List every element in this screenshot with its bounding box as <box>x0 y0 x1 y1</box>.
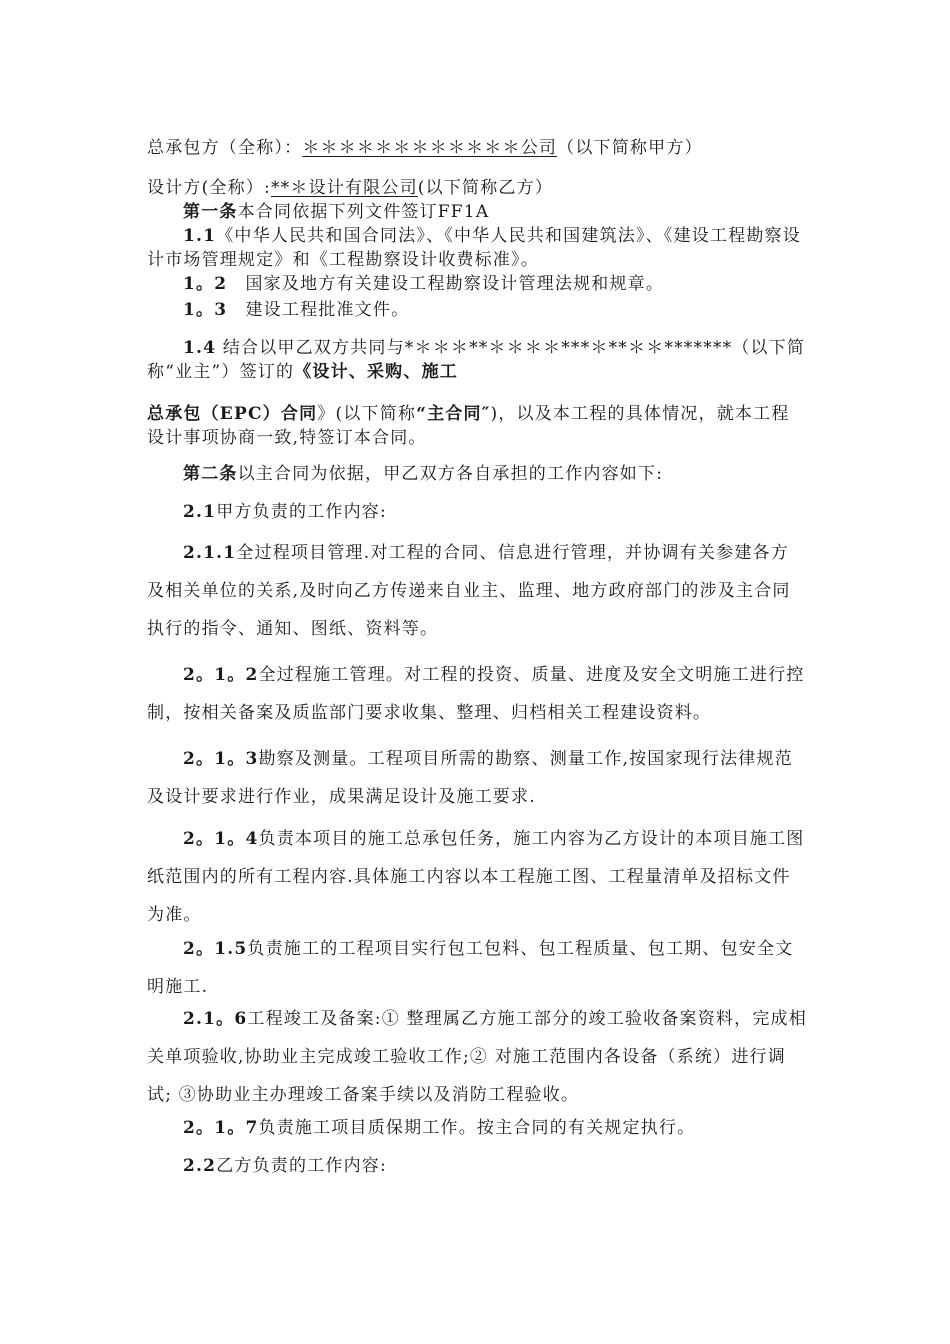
clause-1-4-text-b: 》(以下简称 <box>317 404 417 424</box>
clause-2-1-2-text: 全过程施工管理。对工程的投资、质量、进度及安全文明施工进行控制，按相关备案及质监部门要求收集、整理、归档相关工程建设资料。 <box>147 665 805 723</box>
clause-2-1-3-text: 勘察及测量。工程项目所需的勘察、测量工作,按国家现行法律规范及设计要求进行作业，成果满足设计及施工要求. <box>147 749 793 807</box>
clause-2-1-3-number: 2。1。3 <box>183 749 259 769</box>
clause-2-1-7-text: 负责施工项目质保期工作。按主合同的有关规定执行。 <box>258 1118 696 1138</box>
clause-1-4-continued <box>147 402 807 450</box>
clause-2-1-7-number: 2。1。7 <box>183 1118 259 1138</box>
clause-1-1-number: 1.1 <box>183 226 217 246</box>
clause-1-3 <box>147 298 807 322</box>
clause-1-2-number: 1。2 <box>183 274 228 294</box>
section-2-2-number: 2.2 <box>183 1156 217 1176</box>
article-1-intro-text: 本合同依据下列文件签订FF1A <box>237 202 490 222</box>
clause-1-3-text: 建设工程批准文件。 <box>227 300 410 320</box>
contractor-line <box>147 136 807 160</box>
clause-1-4-text-a: 结合以甲乙双方共同与*＊＊＊**＊＊＊＊***＊**＊＊*******（以下简称“业主”）签订的 <box>147 338 806 382</box>
designer-label: 设计方(全称）: <box>147 178 271 198</box>
designer-line <box>147 176 807 200</box>
article-2-intro <box>147 462 807 486</box>
clause-2-1-6-text: 工程竣工及备案:① 整理属乙方施工部分的竣工验收备案资料，完成相关单项验收,协助业主完成竣工验收工作;② 对施工范围内各设备（系统）进行调试; ③协助业主办理竣工备案手续以及消防工程验收。 <box>147 1009 807 1105</box>
designer-suffix: (以下简称乙方） <box>417 178 554 198</box>
clause-2-1-1-number: 2.1.1 <box>183 543 237 563</box>
clause-2-1-3 <box>147 740 807 816</box>
clause-1-4 <box>147 336 807 384</box>
clause-2-1-2 <box>147 656 807 732</box>
clause-2-1-1-text: 全过程项目管理.对工程的合同、信息进行管理，并协调有关参建各方及相关单位的关系,及时向乙方传递来自业主、监理、地方政府部门的涉及主合同执行的指令、通知、图纸、资料等。 <box>147 543 791 639</box>
designer-name: **＊设计有限公司 <box>270 178 418 198</box>
contractor-suffix: （以下简称甲方） <box>557 138 703 158</box>
clause-2-1-5-number: 2。1.5 <box>183 939 248 959</box>
clause-1-4-bold-b: 总承包（EPC）合同 <box>147 404 318 424</box>
clause-1-1 <box>147 224 807 272</box>
clause-2-1-4 <box>147 820 807 934</box>
article-1-intro <box>147 200 807 224</box>
clause-1-2 <box>147 272 807 296</box>
section-2-1-text: 甲方负责的工作内容: <box>216 502 387 522</box>
clause-2-1-7 <box>147 1116 807 1140</box>
article-1-heading: 第一条 <box>183 202 238 222</box>
section-2-2 <box>147 1154 807 1178</box>
contractor-label: 总承包方（全称）： <box>147 138 303 158</box>
clause-2-1-5-text: 负责施工的工程项目实行包工包料、包工程质量、包工期、包安全文明施工. <box>147 939 794 997</box>
section-2-1-number: 2.1 <box>183 502 217 522</box>
clause-2-1-2-number: 2。1。2 <box>183 665 259 685</box>
clause-1-4-number: 1.4 <box>183 338 217 358</box>
clause-1-2-text: 国家及地方有关建设工程勘察设计管理法规和规章。 <box>227 274 665 294</box>
clause-1-4-bold-c: “主合同″ <box>416 404 491 424</box>
clause-1-4-text-c: )，以及本工程的具体情况，就本工程设计事项协商一致,特签订本合同。 <box>147 404 790 448</box>
clause-2-1-5 <box>147 930 807 1006</box>
clause-1-3-number: 1。3 <box>183 300 228 320</box>
article-2-heading: 第二条 <box>183 464 238 484</box>
article-2-intro-text: 以主合同为依据，甲乙双方各自承担的工作内容如下: <box>237 464 664 484</box>
clause-1-1-text: 《中华人民共和国合同法》、《中华人民共和国建筑法》、《建设工程勘察设计市场管理规定》和《工程勘察设计收费标准》。 <box>147 226 801 270</box>
clause-2-1-4-text: 负责本项目的施工总承包任务，施工内容为乙方设计的本项目施工图纸范围内的所有工程内容.具体施工内容以本工程施工图、工程量清单及招标文件为准。 <box>147 829 805 925</box>
clause-2-1-4-number: 2。1。4 <box>183 829 259 849</box>
contractor-name: ＊＊＊＊＊＊＊＊＊＊＊＊公司 <box>302 138 558 158</box>
section-2-2-text: 乙方负责的工作内容: <box>216 1156 387 1176</box>
clause-2-1-6-number: 2.1。6 <box>183 1009 248 1029</box>
section-2-1 <box>147 500 807 524</box>
clause-2-1-1 <box>147 534 807 648</box>
clause-2-1-6 <box>147 1000 807 1114</box>
clause-1-4-bold-a: 《设计、采购、施工 <box>294 362 458 382</box>
